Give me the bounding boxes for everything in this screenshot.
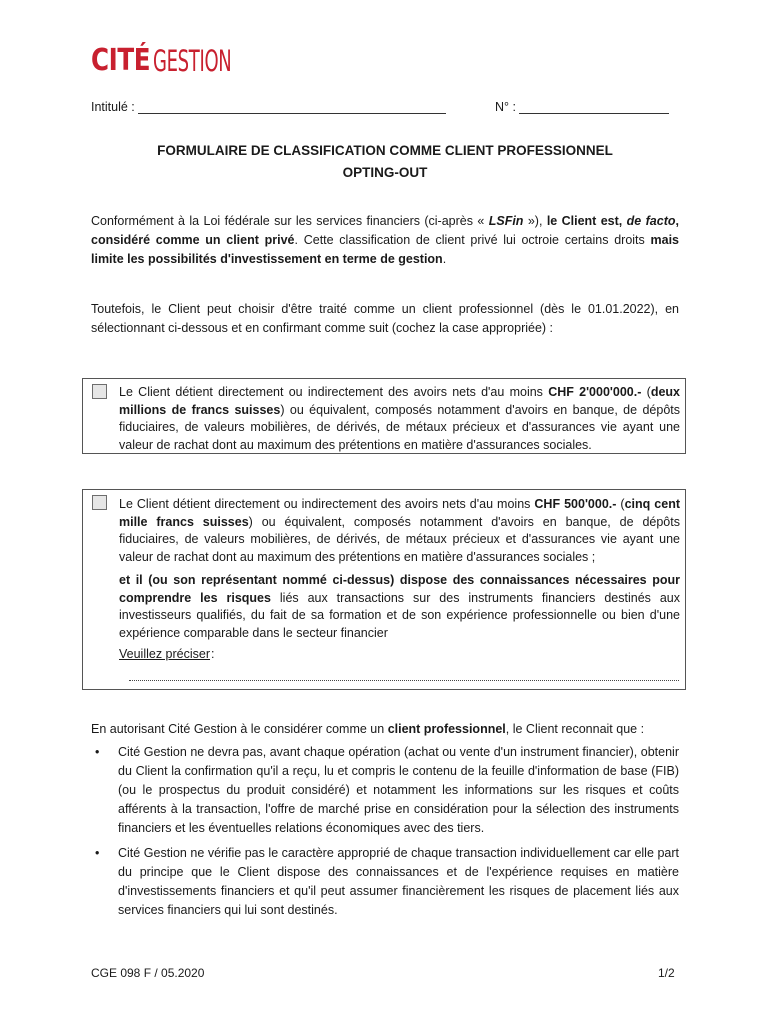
option-paragraph: Toutefois, le Client peut choisir d'être traité comme un client professionnel (dès le 01.01.2022), en sélectionnant ci-dessous et en confirmant comme suit (cochez la case appropriée) : [91,302,679,335]
option-2-knowledge-rest: liés aux transactions sur des instruments financiers destinés aux investisseurs qualifiés, du fait de sa formation et de son expérience professionnelle ou bien d'une expérience comparable dans le secteur financier [119,590,680,640]
option-2-amount-words: cinq cent mille francs suisses [119,497,680,529]
form-title [91,140,679,184]
intro-text-2: »), [523,214,547,228]
intro-client-est: le Client est, [546,214,627,228]
acknowledgement-intro [91,720,679,739]
option-2-knowledge-bold: et il (ou son représentant nommé ci-dessus) dispose des connaissances nécessaires pour comprendre les risques [119,573,680,605]
intro-lsfin: LSFin [488,214,524,228]
option-2-paren: ( [616,497,625,511]
option-2-checkbox[interactable] [92,495,107,510]
bullet-icon: • [95,846,100,860]
cite-gestion-logo [91,44,280,76]
ack-client-pro: client professionnel [387,722,506,736]
option-1-text [119,384,680,454]
list-item [91,743,679,838]
precise-colon: : [211,647,215,661]
option-2-text-b: ) ou équivalent, composés notamment d'avoirs en banque, de dépôts fiduciaires, de valeurs mobilières, de dérivés, de métaux précieux et d'assurances vie ayant une valeur de rachat dont au maximum des prétentions en matière d'assurances sociales ; [119,514,680,564]
intro-client-prive: , considéré comme un client privé [91,214,679,247]
option-1-checkbox[interactable] [92,384,107,399]
precise-label: Veuillez préciser [119,647,211,661]
option-1-text-a: Le Client détient directement ou indirectement des avoirs nets d'au moins [119,385,549,399]
option-1-text-b: ) ou équivalent, composés notamment d'avoirs en banque, de dépôts fiduciaires, de valeurs mobilières, de dérivés, de métaux précieux et d'assurances vie ayant une valeur de rachat dont au maximum des prétentions en matière d'assurances sociales. [119,402,680,452]
intro-text-4: . [442,252,447,266]
option-1-paren: ( [641,385,651,399]
intitule-label: Intitulé : [91,100,135,114]
bullet-icon: • [95,745,100,759]
logo-bold-text: CITÉ [91,43,151,78]
ack-text-2: , le Client reconnait que : [505,722,645,736]
option-box-1 [82,378,686,454]
list-item-text: Cité Gestion ne vérifie pas le caractère approprié de chaque transaction individuellement car elle part du principe que le Client dispose des connaissances et de l'expérience requises en matière d'investissements financiers et qu'il peut assumer financièrement les risques de placement liés aux services financiers qui lui sont destinés. [118,846,679,917]
intro-text-3: . Cette classification de client privé lui octroie certains droits [294,233,651,247]
precise-input-line[interactable] [129,680,679,681]
option-2-text [119,496,680,566]
form-title-line2: OPTING-OUT [342,165,428,180]
option-box-2 [82,489,686,690]
option-1-amount: CHF 2'000'000.- [548,385,642,399]
number-blank-line[interactable] [519,101,669,114]
option-1-amount-words: deux millions de francs suisses [119,385,680,417]
ack-text-1: En autorisant Cité Gestion à le considérer comme un [91,722,388,736]
intitule-blank-line[interactable] [138,101,446,114]
intitule-field[interactable] [91,100,446,114]
intro-text-1: Conformément à la Loi fédérale sur les services financiers (ci-après « [91,214,489,228]
option-2-text-a: Le Client détient directement ou indirectement des avoirs nets d'au moins [119,497,535,511]
list-item [91,844,679,920]
intro-de-facto: de facto [626,214,676,228]
option-2-amount: CHF 500'000.- [534,497,617,511]
footer-reference: CGE 098 F / 05.2020 [91,966,205,980]
logo-light-text: GESTION [153,44,232,78]
number-field[interactable] [495,100,669,114]
option-2-knowledge-text [119,572,680,642]
page-number: 1/2 [658,966,675,980]
acknowledgement-list [91,743,679,926]
number-label: N° : [495,100,516,114]
list-item-text: Cité Gestion ne devra pas, avant chaque opération (achat ou vente d'un instrument financier), obtenir du Client la confirmation qu'il a reçu, lu et compris le contenu de la feuille d'information de base (FIB) (ou le prospectus du produit considéré) et notamment les informations sur les risques et coûts afférents à la transaction, l'offre de marché prise en considération pour la sélection des instruments financiers et les éventuelles relations économiques avec des tiers. [118,745,679,835]
intro-limite: mais limite les possibilités d'investissement en terme de gestion [91,233,679,266]
form-title-line1: FORMULAIRE DE CLASSIFICATION COMME CLIENT PROFESSIONNEL [157,143,613,158]
intro-paragraph [91,212,679,269]
